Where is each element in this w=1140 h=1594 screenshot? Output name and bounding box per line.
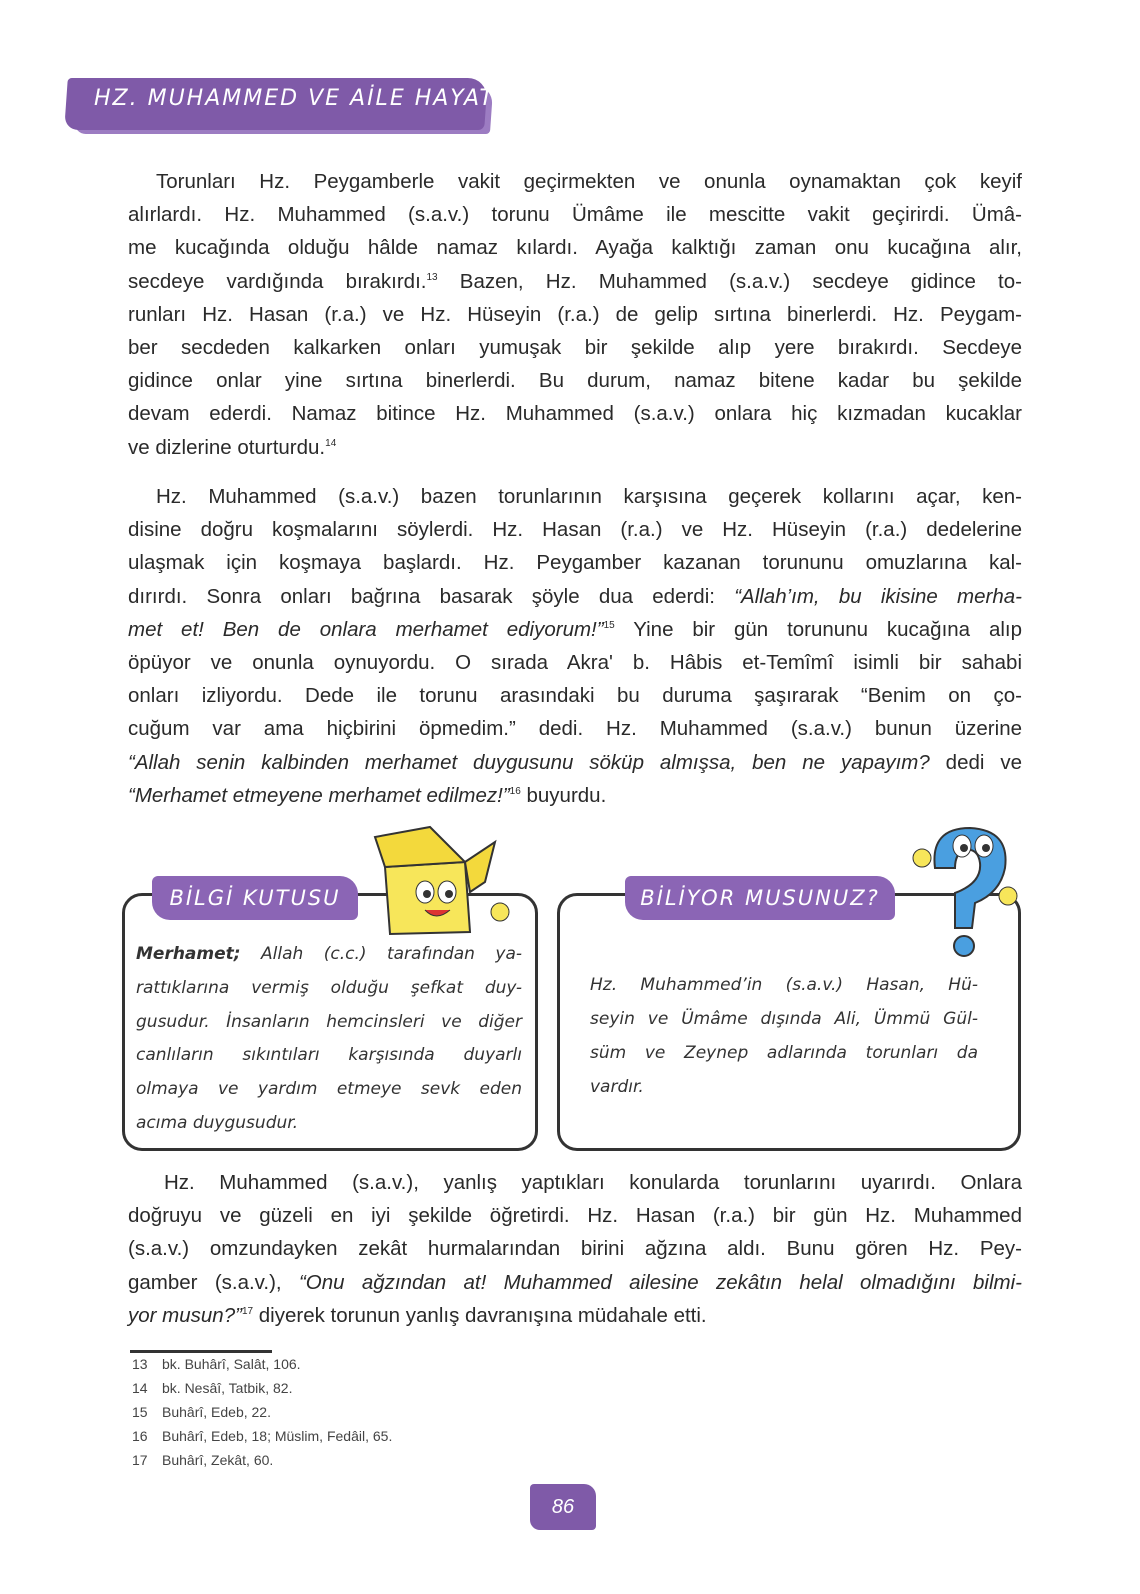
footnote-number: 15 [132, 1404, 148, 1420]
text-line [128, 334, 1022, 362]
text-segment: (s.a.v.) omzundayken zekât hurmalarından birini ağzına aldı. Bunu gören Hz. Pey- [128, 1237, 1022, 1261]
text-segment: dırırdı. Sonra onları bağrına basarak şöyle dua ederdi: [128, 584, 735, 608]
footnote-ref: 15 [603, 619, 615, 631]
footnote-ref: 13 [426, 271, 438, 283]
info-box-title: BİLGİ KUTUSU [152, 876, 358, 920]
page-number: 86 [530, 1484, 596, 1530]
text-segment: Allah (c.c.) tarafından ya- [240, 944, 522, 964]
text-segment: runları Hz. Hasan (r.a.) ve Hz. Hüseyin (r.a.) de gelip sırtına binerlerdi. Hz. Peygam- [128, 302, 1022, 326]
text-line [128, 782, 1022, 810]
text-segment: yor musun?” [128, 1303, 242, 1327]
text-line [128, 1269, 1022, 1297]
text-segment: olmaya ve yardım etmeye sevk eden [136, 1079, 522, 1100]
text-segment: süm ve Zeynep adlarında torunları da [590, 1043, 978, 1063]
text-line [128, 367, 1022, 395]
text-line [128, 649, 1022, 677]
footnote-text: Buhârî, Edeb, 22. [162, 1404, 271, 1420]
text-segment: doğruyu ve güzeli en iyi şekilde öğretirdi. Hz. Hasan (r.a.) bir gün Hz. Muhammed [128, 1204, 1022, 1228]
text-line [128, 301, 1022, 329]
text-segment: diyerek torunun yanlış davranışına müdahale etti. [253, 1303, 707, 1327]
text-segment: met et! Ben de onlara merhamet ediyorum!” [128, 617, 604, 641]
text-line [136, 1077, 522, 1101]
section-title: HZ. MUHAMMED VE AİLE HAYATI [94, 86, 504, 111]
text-segment: me kucağında olduğu hâlde namaz kılardı. Ayağa kalktığı zaman onu kucağına alır, [128, 236, 1022, 260]
text-segment: onları izliyordu. Dede ile torunu arasındaki bu duruma şaşırarak “Benim on ço- [128, 684, 1022, 708]
text-segment: gamber (s.a.v.), [128, 1270, 299, 1294]
footnote-divider [130, 1350, 272, 1353]
footnote-number: 13 [132, 1356, 148, 1372]
footnote-number: 17 [132, 1452, 148, 1468]
text-line [136, 976, 522, 1000]
footnote-ref: 14 [325, 437, 337, 449]
footnote [132, 1356, 301, 1372]
text-line [136, 942, 522, 966]
text-segment: Merhamet; [136, 944, 241, 964]
text-segment: Bazen, Hz. Muhammed (s.a.v.) secdeye gidince to- [437, 269, 1022, 293]
text-line [128, 234, 1022, 262]
footnote-text: bk. Nesâî, Tatbik, 82. [162, 1380, 293, 1396]
footnote-text: bk. Buhârî, Salât, 106. [162, 1356, 301, 1372]
text-line [156, 168, 1022, 196]
text-segment: “Allah’ım, bu ikisine merha- [734, 584, 1022, 608]
text-segment: “Allah senin kalbinden merhamet duygusunu söküp almışsa, ben ne yapayım? [128, 750, 930, 774]
text-segment: secdeye vardığında bırakırdı. [128, 269, 427, 293]
text-segment: acıma duygusudur. [136, 1113, 299, 1133]
text-segment: gidince onlar yine sırtına binerlerdi. Bu durum, namaz bitene kadar bu şekilde [128, 369, 1022, 393]
footnote-number: 16 [132, 1428, 148, 1444]
footnote-text: Buhârî, Zekât, 60. [162, 1452, 274, 1468]
footnote [132, 1404, 271, 1420]
footnote [132, 1428, 392, 1444]
text-line [128, 749, 1022, 777]
question-mark-mascot-icon [910, 818, 1030, 968]
text-line [136, 1111, 522, 1135]
text-line [128, 516, 1022, 544]
text-line [590, 1007, 978, 1031]
text-segment: “Onu ağzından at! Muhammed ailesine zekâtın helal olmadığını bilmi- [298, 1270, 1023, 1294]
text-segment: gusudur. İnsanların hemcinsleri ve diğer [136, 1011, 522, 1032]
text-segment: seyin ve Ümâme dışında Ali, Ümmü Gül- [590, 1009, 978, 1029]
text-segment: rattıklarına vermiş olduğu şefkat duy- [136, 977, 522, 998]
text-line [128, 549, 1022, 577]
text-line [128, 400, 1022, 428]
text-segment: Yine bir gün torununu kucağına alıp [614, 617, 1022, 641]
footnote-text: Buhârî, Edeb, 18; Müslim, Fedâil, 65. [162, 1428, 393, 1444]
text-line [128, 682, 1022, 710]
text-segment: vardır. [590, 1077, 644, 1097]
text-segment: dedi ve [929, 750, 1022, 774]
text-line [128, 268, 1022, 296]
text-segment: cuğum var ama hiçbirini öpmedim.” dedi. Hz. Muhammed (s.a.v.) bunun üzerine [128, 717, 1022, 741]
footnote-ref: 16 [509, 785, 521, 797]
text-segment: ber secdeden kalkarken onları yumuşak bir şekilde alıp yere bırakırdı. Secdeye [128, 336, 1022, 359]
text-line [128, 201, 1022, 229]
text-line [128, 616, 1022, 644]
text-line [128, 434, 1022, 462]
text-line [136, 1010, 522, 1034]
text-segment: Hz. Muhammed’in (s.a.v.) Hasan, Hü- [590, 975, 978, 995]
footnote-number: 14 [132, 1380, 148, 1396]
text-line [128, 1235, 1022, 1263]
text-segment: disine doğru koşmalarını söylerdi. Hz. Hasan (r.a.) ve Hz. Hüseyin (r.a.) dedelerine [128, 518, 1022, 542]
box-mascot-icon [370, 822, 520, 937]
text-line [136, 1043, 522, 1067]
text-segment: alırlardı. Hz. Muhammed (s.a.v.) torunu Ümâme ile mescitte vakit geçirirdi. Ümâ- [128, 203, 1022, 227]
text-segment: Hz. Muhammed (s.a.v.) bazen torunlarının karşısına geçerek kollarını açar, ken- [156, 485, 1022, 508]
text-line [590, 973, 978, 997]
text-segment: “Merhamet etmeyene merhamet edilmez!” [128, 783, 510, 807]
text-segment: canlıların sıkıntıları karşısında duyarlı [136, 1045, 522, 1066]
text-segment: Hz. Muhammed (s.a.v.), yanlış yaptıkları konularda torunlarını uyarırdı. Onlara [164, 1171, 1022, 1194]
text-segment: ulaşmak için koşmaya başlardı. Hz. Peygamber kazanan torununu omuzlarına kal- [128, 551, 1022, 575]
footnote-ref: 17 [241, 1305, 254, 1317]
text-line [590, 1075, 978, 1099]
text-line [128, 1202, 1022, 1230]
text-segment: devam ederdi. Namaz bitince Hz. Muhammed (s.a.v.) onlara hiç kızmadan kucaklar [128, 402, 1022, 426]
text-line [128, 1302, 1022, 1330]
info-box-title: BİLİYOR MUSUNUZ? [625, 876, 895, 920]
text-line [128, 715, 1022, 743]
text-segment: ve dizlerine oturturdu. [128, 435, 326, 459]
text-segment: Torunları Hz. Peygamberle vakit geçirmekten ve onunla oynamaktan çok keyif [156, 170, 1022, 193]
text-line [128, 583, 1022, 611]
text-line [590, 1041, 978, 1065]
footnote [132, 1380, 292, 1396]
text-segment: öpüyor ve onunla oynuyordu. O sırada Akra' b. Hâbis et-Temîmî isimli bir sahabi [128, 651, 1022, 674]
footnote [132, 1452, 273, 1468]
text-line [164, 1169, 1022, 1197]
text-line [156, 483, 1022, 511]
text-segment: buyurdu. [520, 783, 607, 807]
